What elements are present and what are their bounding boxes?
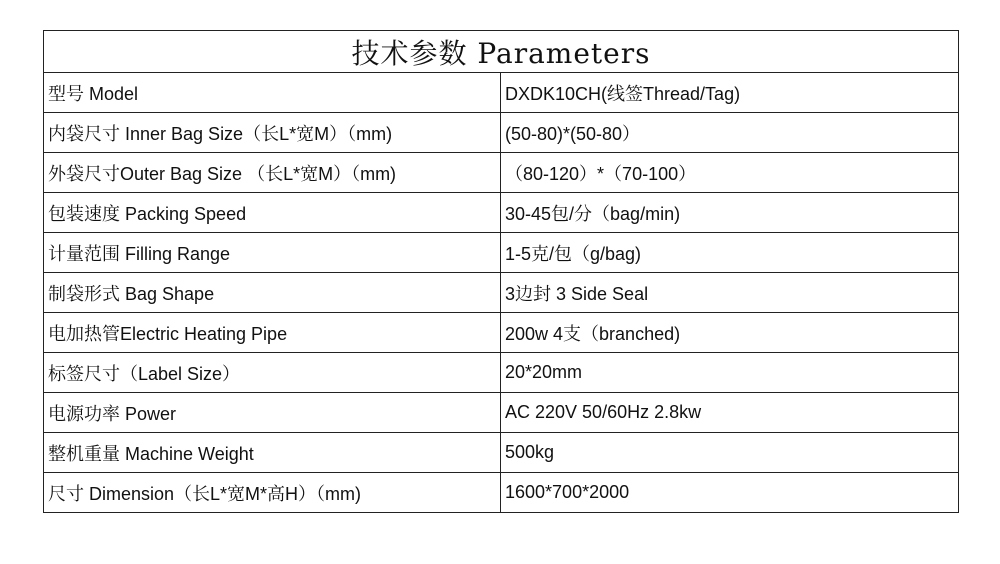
parameters-table <box>43 30 959 513</box>
row-value-dimension: 1600*700*2000 <box>501 473 959 513</box>
table-row <box>44 193 959 233</box>
row-label-heating-pipe: 电加热管Electric Heating Pipe <box>44 313 501 353</box>
table-row <box>44 353 959 393</box>
row-label-packing-speed: 包装速度 Packing Speed <box>44 193 501 233</box>
row-label-outer-bag-size: 外袋尺寸Outer Bag Size （长L*宽M）（mm) <box>44 153 501 193</box>
row-value-bag-shape: 3边封 3 Side Seal <box>501 273 959 313</box>
table-title: 技术参数 Parameters <box>44 31 959 73</box>
table-row <box>44 113 959 153</box>
row-value-machine-weight: 500kg <box>501 433 959 473</box>
table-row <box>44 473 959 513</box>
table-row <box>44 313 959 353</box>
row-value-inner-bag-size: (50-80)*(50-80） <box>501 113 959 153</box>
row-value-outer-bag-size: （80-120）*（70-100） <box>501 153 959 193</box>
table-row <box>44 393 959 433</box>
row-label-bag-shape: 制袋形式 Bag Shape <box>44 273 501 313</box>
table-row <box>44 433 959 473</box>
row-value-power: AC 220V 50/60Hz 2.8kw <box>501 393 959 433</box>
table-row <box>44 273 959 313</box>
row-label-filling-range: 计量范围 Filling Range <box>44 233 501 273</box>
row-label-machine-weight: 整机重量 Machine Weight <box>44 433 501 473</box>
row-label-model: 型号 Model <box>44 73 501 113</box>
row-label-dimension: 尺寸 Dimension（长L*宽M*高H）（mm) <box>44 473 501 513</box>
row-label-inner-bag-size: 内袋尺寸 Inner Bag Size（长L*宽M）（mm) <box>44 113 501 153</box>
row-value-packing-speed: 30-45包/分（bag/min) <box>501 193 959 233</box>
table-row <box>44 153 959 193</box>
row-label-label-size: 标签尺寸（Label Size） <box>44 353 501 393</box>
row-value-heating-pipe: 200w 4支（branched) <box>501 313 959 353</box>
table-row <box>44 233 959 273</box>
table-row <box>44 73 959 113</box>
table-title-row <box>44 31 959 73</box>
row-value-label-size: 20*20mm <box>501 353 959 393</box>
row-value-filling-range: 1-5克/包（g/bag) <box>501 233 959 273</box>
row-value-model: DXDK10CH(线签Thread/Tag) <box>501 73 959 113</box>
row-label-power: 电源功率 Power <box>44 393 501 433</box>
